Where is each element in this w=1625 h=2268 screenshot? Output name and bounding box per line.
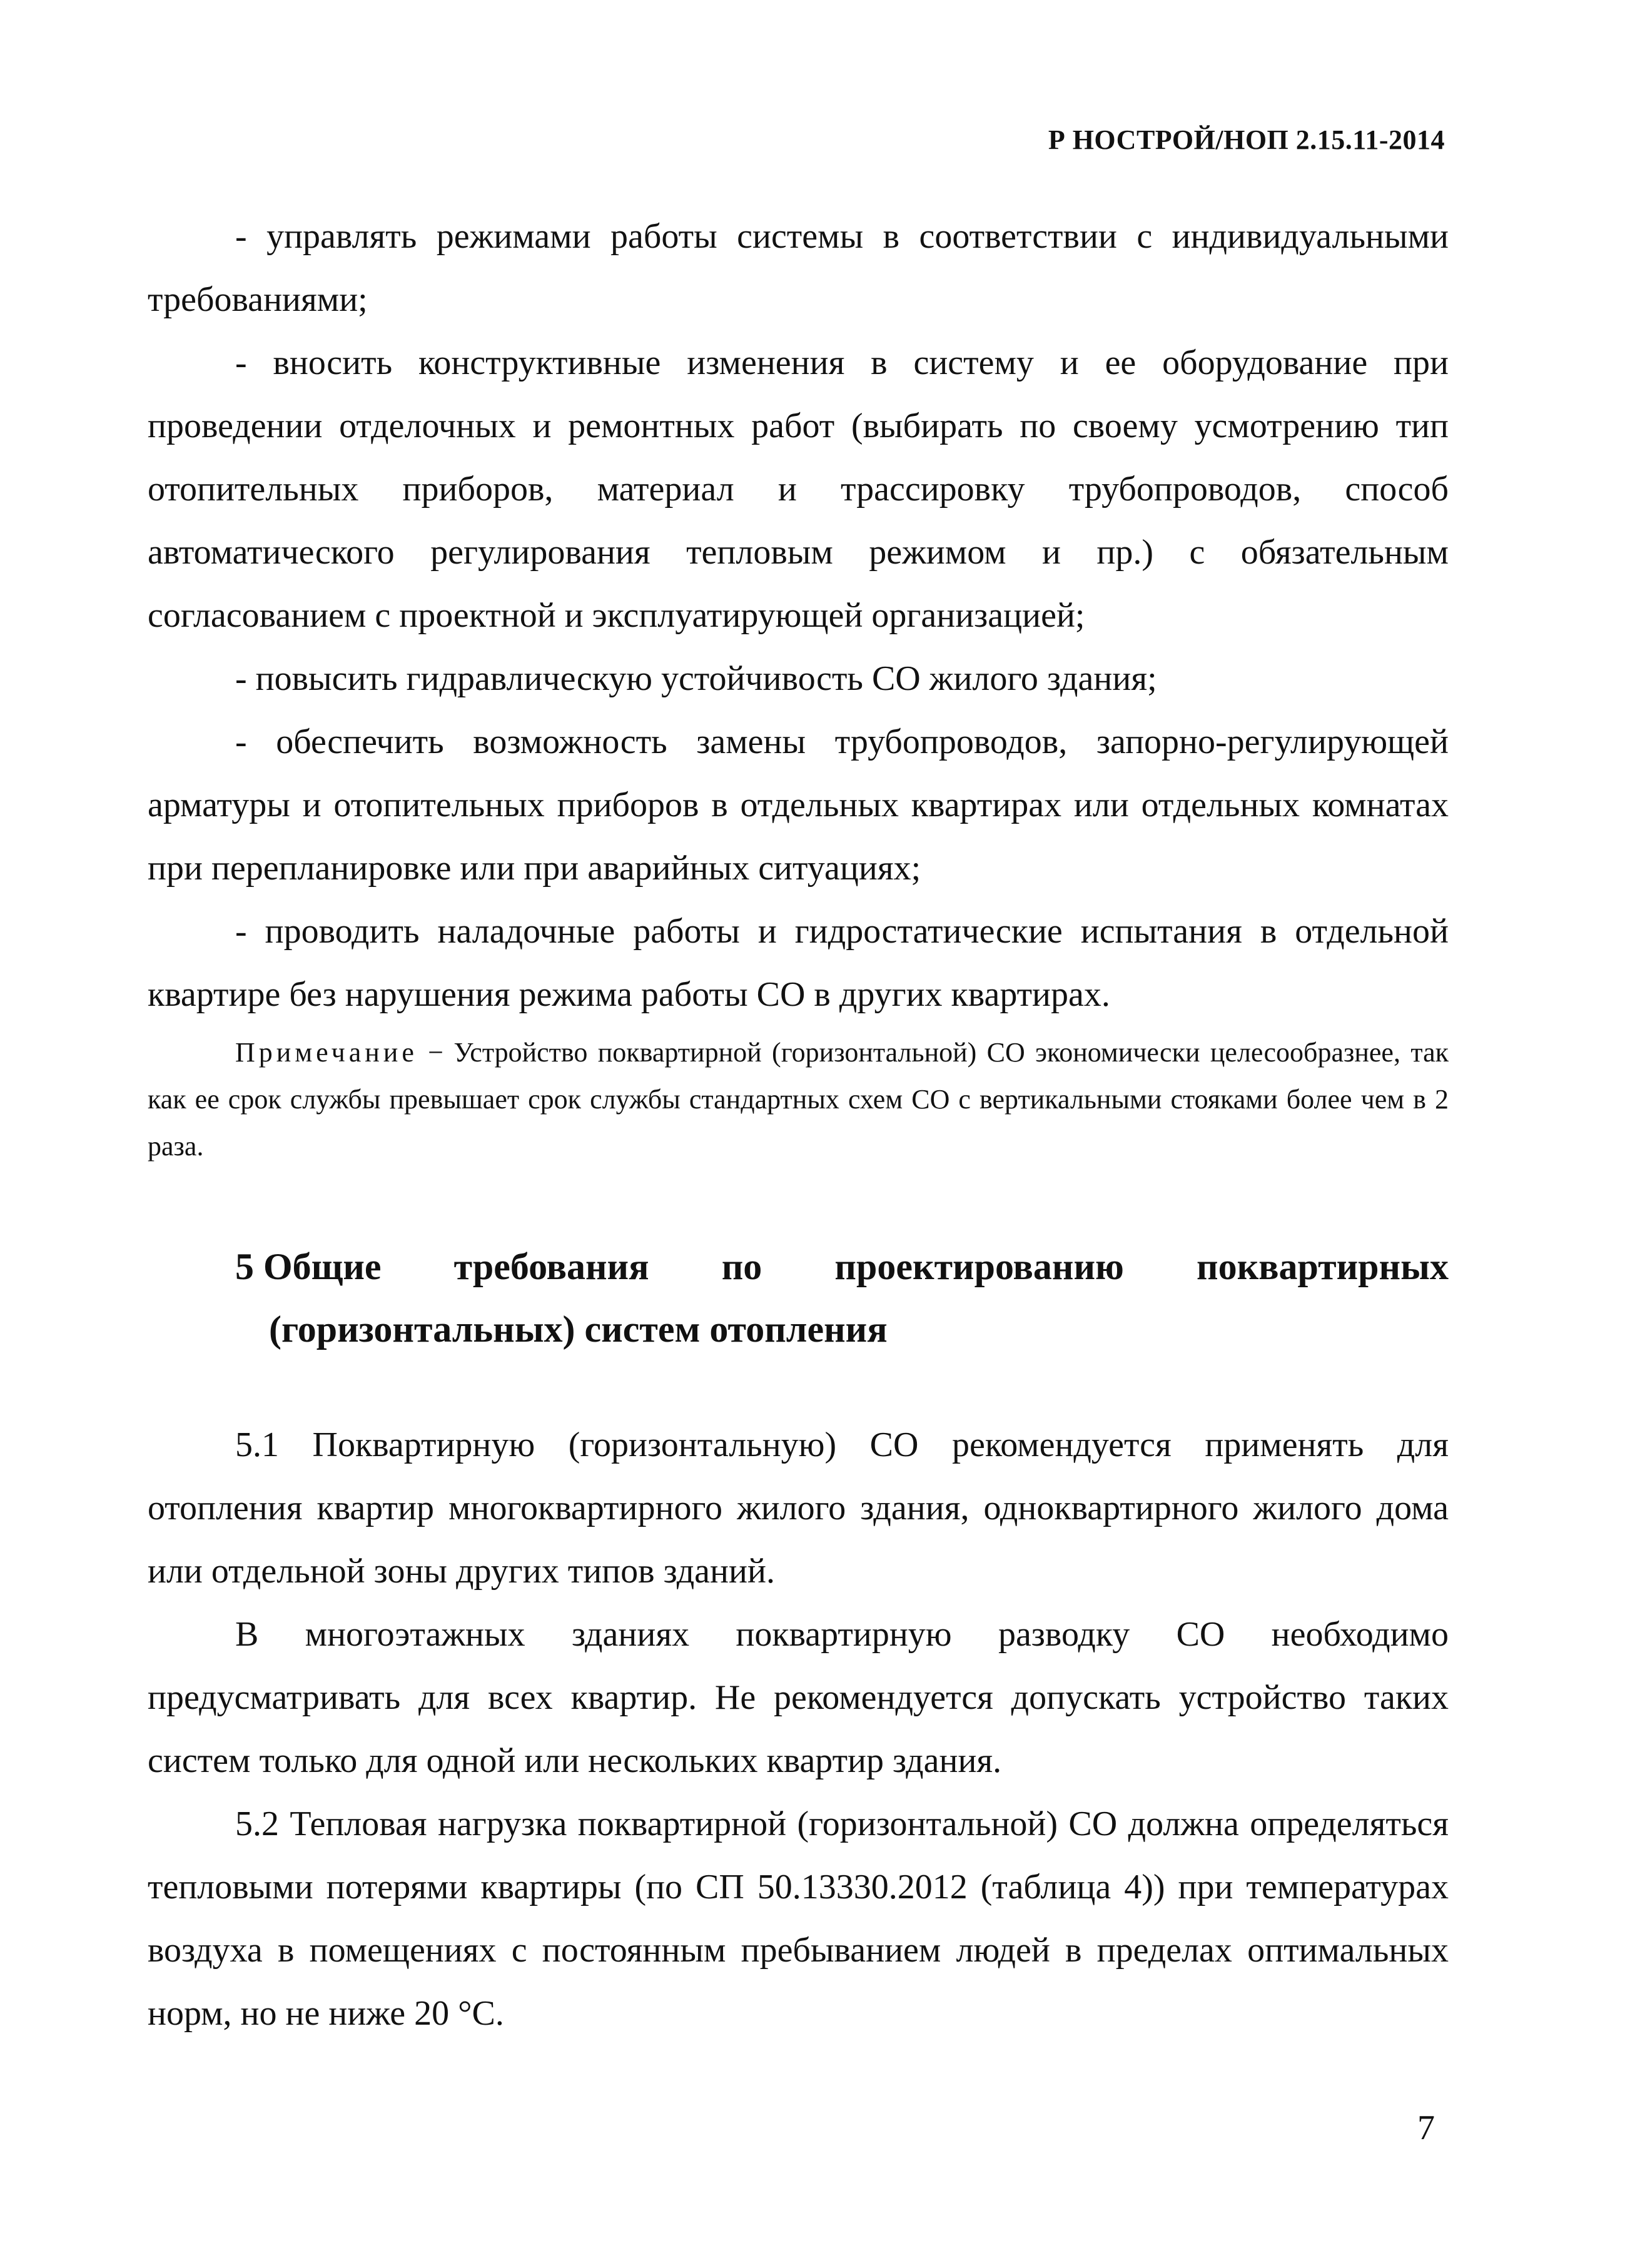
list-item-replacement: - обеспечить возможность замены трубопроводов, запорно-регулирующей арматуры и отопительных приборов в отдельных квартирах или отдельных комнатах при перепланировке или при аварийных ситуациях; (148, 722, 1449, 888)
note-text: − Устройство поквартирной (горизонтальной) СО экономически целесообразнее, так как ее срок службы превышает срок службы стандартных схем СО с вертикальными стояками более чем в 2 раза. (148, 1037, 1449, 1162)
section-number: 5 (235, 1246, 254, 1287)
note-paragraph (148, 1029, 1449, 1170)
section-body-block (148, 1414, 1449, 2045)
section-heading-word-3: по (721, 1246, 762, 1287)
note-label: Примечание (235, 1037, 418, 1068)
paragraph-multistorey: В многоэтажных зданиях поквартирную разводку СО необходимо предусматривать для всех квартир. Не рекомендуется допускать устройство таких систем только для одной или нескольких квартир здания. (148, 1615, 1449, 1780)
page-number: 7 (1417, 2109, 1435, 2147)
section-heading-word-5: поквартирных (1197, 1246, 1449, 1287)
section-heading-line2: (горизонтальных) систем отопления (269, 1309, 888, 1350)
list-item-hydraulic-stability: - повысить гидравлическую устойчивость СО жилого здания; (235, 659, 1157, 698)
intro-text-block (148, 205, 1449, 1170)
paragraph-5-1: 5.1 Поквартирную (горизонтальную) СО рекомендуется применять для отопления квартир многоквартирного жилого здания, одноквартирного жилого дома или отдельной зоны других типов зданий. (148, 1425, 1449, 1591)
section-heading-line1 (235, 1235, 1449, 1298)
section-heading (235, 1235, 1449, 1360)
paragraph-5-2: 5.2 Тепловая нагрузка поквартирной (горизонтальной) СО должна определяться тепловыми потерями квартиры (по СП 50.13330.2012 (таблица 4)) при температурах воздуха в помещениях с постоянным пребыванием людей в пределах оптимальных норм, но не ниже 20 °С. (148, 1805, 1449, 2033)
list-item-commissioning: - проводить наладочные работы и гидростатические испытания в отдельной квартире без нарушения режима работы СО в других квартирах. (148, 912, 1449, 1014)
list-item-manage-modes: - управлять режимами работы системы в соответствии с индивидуальными требованиями; (148, 217, 1449, 319)
list-item-design-changes: - вносить конструктивные изменения в систему и ее оборудование при проведении отделочных и ремонтных работ (выбирать по своему усмотрению тип отопительных приборов, материал и трассировку трубопроводов, способ автоматического регулирования тепловым режимом и пр.) с обязательным согласованием с проектной и эксплуатирующей организацией; (148, 343, 1449, 635)
section-heading-word-1: 5 Общие (235, 1246, 382, 1287)
document-code-header: Р НОСТРОЙ/НОП 2.15.11-2014 (1048, 124, 1445, 155)
section-heading-word-2: требования (453, 1246, 649, 1287)
section-heading-word-4: проектированию (834, 1246, 1124, 1287)
